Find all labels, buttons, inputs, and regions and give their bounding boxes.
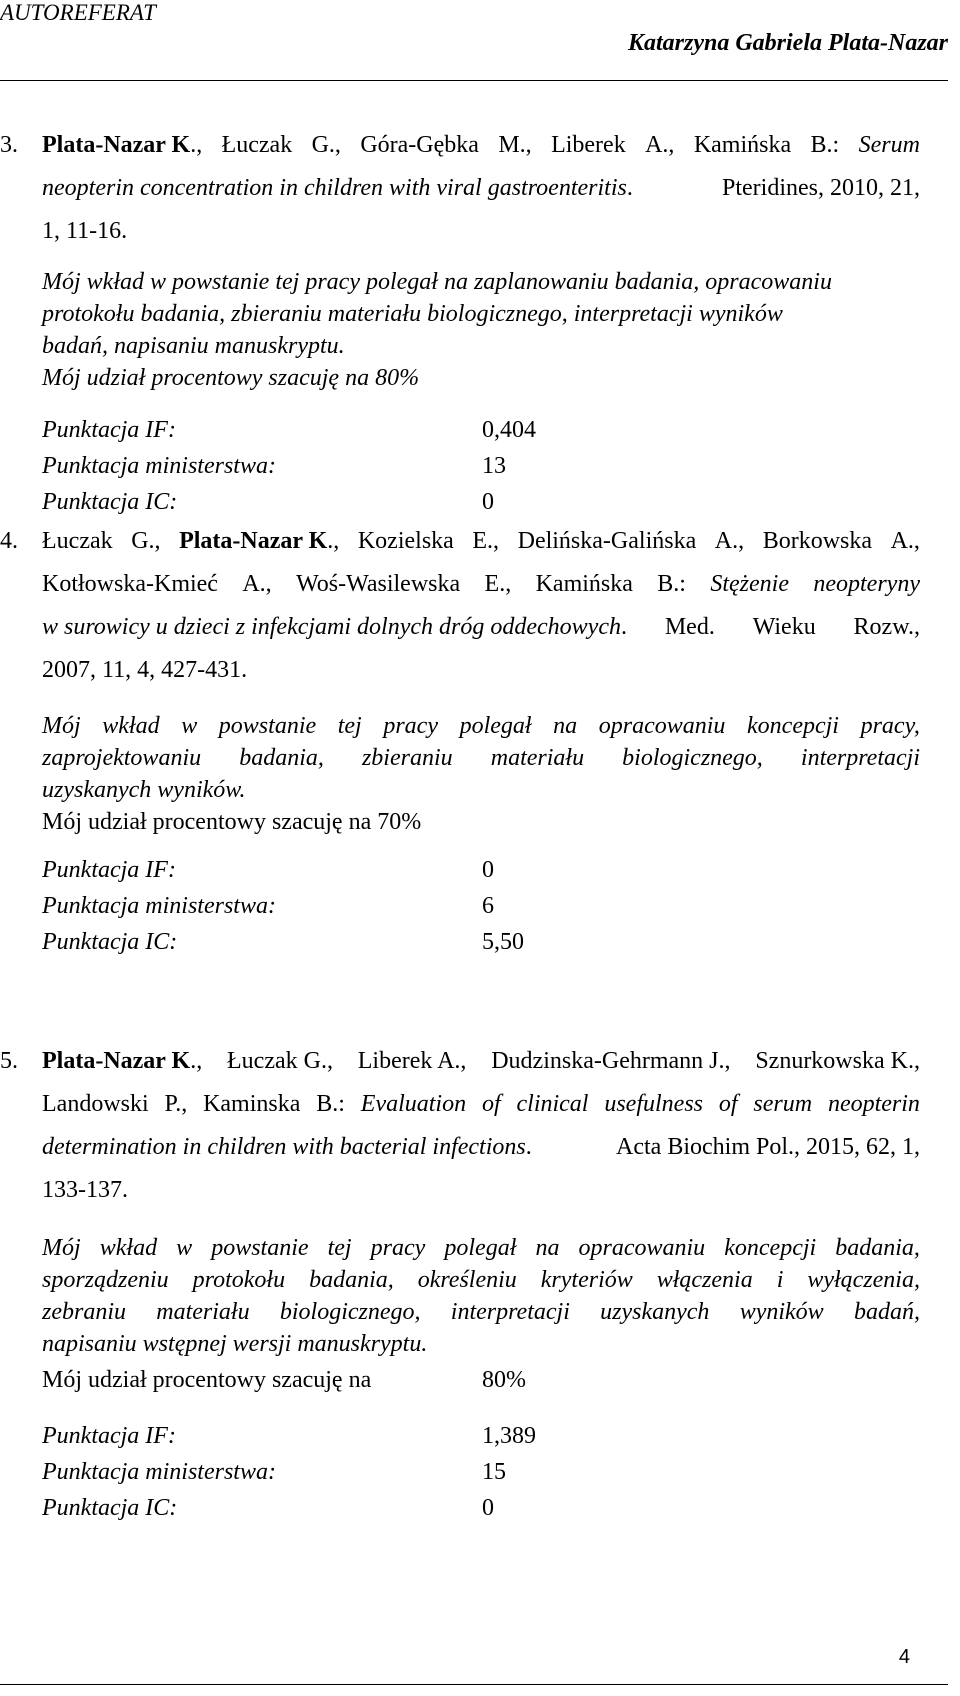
footer-rule: [0, 1684, 948, 1685]
share-row: [42, 1362, 562, 1398]
score-value: 5,50: [482, 929, 524, 955]
share-label: Mój udział procentowy szacuję na: [42, 1367, 372, 1393]
contribution-line: zaprojektowaniu badania, zbieraniu materiału biologicznego, interpretacji: [42, 745, 920, 771]
header-author-name: Katarzyna Gabriela Plata-Nazar: [627, 30, 948, 56]
score-value: 15: [482, 1459, 506, 1485]
citation-line: determination in children with bacterial infections. Acta Biochim Pol., 2015, 62, 1,: [42, 1134, 920, 1160]
score-label: Punktacja ministerstwa:: [42, 893, 276, 919]
contribution-line: napisaniu wstępnej wersji manuskryptu.: [42, 1331, 428, 1357]
contribution-text: [42, 1232, 920, 1360]
contribution-text: [42, 710, 920, 838]
share-statement: [42, 1362, 562, 1398]
score-table: [42, 852, 562, 960]
score-label: Punktacja IF:: [42, 1423, 176, 1449]
contribution-line: Mój wkład w powstanie tej pracy polegał na opracowaniu koncepcji pracy,: [42, 713, 920, 739]
header-rule: [0, 80, 948, 81]
score-row-ministry: [42, 1454, 562, 1490]
share-value: 80%: [482, 1367, 526, 1393]
score-row-ic: [42, 924, 562, 960]
score-row-ministry: [42, 888, 562, 924]
score-label: Punktacja IF:: [42, 417, 176, 443]
contribution-line: sporządzeniu protokołu badania, określeniu kryteriów włączenia i wyłączenia,: [42, 1267, 920, 1293]
entry-number: 5.: [0, 1048, 18, 1074]
score-value: 13: [482, 453, 506, 479]
score-value: 0: [482, 1495, 494, 1521]
score-value: 0,404: [482, 417, 536, 443]
score-label: Punktacja IC:: [42, 929, 178, 955]
score-row-if: [42, 412, 562, 448]
citation-line: Landowski P., Kaminska B.: Evaluation of clinical usefulness of serum neopterin: [42, 1091, 920, 1117]
citation-line: w surowicy u dzieci z infekcjami dolnych dróg oddechowych. Med. Wieku Rozw.,: [42, 614, 920, 640]
citation-line: 133-137.: [42, 1177, 128, 1203]
score-label: Punktacja IF:: [42, 857, 176, 883]
score-row-ic: [42, 484, 562, 520]
share-statement: Mój udział procentowy szacuję na 70%: [42, 809, 422, 835]
score-value: 6: [482, 893, 494, 919]
citation-line: 2007, 11, 4, 427-431.: [42, 657, 248, 683]
contribution-line: Mój wkład w powstanie tej pracy polegał na opracowaniu koncepcji badania,: [42, 1235, 920, 1261]
entry-number: 4.: [0, 528, 18, 554]
score-label: Punktacja ministerstwa:: [42, 453, 276, 479]
score-row-if: [42, 852, 562, 888]
citation: [42, 1040, 920, 1212]
citation-line: neopterin concentration in children with viral gastroenteritis. Pteridines, 2010, 21,: [42, 175, 920, 201]
score-label: Punktacja IC:: [42, 489, 178, 515]
share-statement: Mój udział procentowy szacuję na 80%: [42, 365, 420, 391]
score-table: [42, 412, 562, 520]
citation-line: Łuczak G., Plata-Nazar K., Kozielska E., Delińska-Galińska A., Borkowska A.,: [42, 528, 920, 554]
header-left-title: AUTOREFERAT: [0, 0, 156, 25]
page-number: 4: [898, 1646, 910, 1668]
contribution-line: badań, napisaniu manuskryptu.: [42, 333, 345, 359]
contribution-line: zebraniu materiału biologicznego, interpretacji uzyskanych wyników badań,: [42, 1299, 920, 1325]
contribution-line: uzyskanych wyników.: [42, 777, 246, 803]
contribution-line: protokołu badania, zbieraniu materiału biologicznego, interpretacji wyników: [42, 301, 783, 327]
citation: [42, 124, 920, 253]
citation-line: Plata-Nazar K., Łuczak G., Liberek A., Dudzinska-Gehrmann J., Sznurkowska K.,: [42, 1048, 920, 1074]
score-value: 1,389: [482, 1423, 536, 1449]
citation: [42, 520, 920, 692]
contribution-text: [42, 266, 920, 394]
contribution-line: Mój wkład w powstanie tej pracy polegał na zaplanowaniu badania, opracowaniu: [42, 269, 832, 295]
score-value: 0: [482, 857, 494, 883]
score-row-if: [42, 1418, 562, 1454]
score-table: [42, 1418, 562, 1526]
score-label: Punktacja ministerstwa:: [42, 1459, 276, 1485]
score-value: 0: [482, 489, 494, 515]
score-row-ic: [42, 1490, 562, 1526]
score-label: Punktacja IC:: [42, 1495, 178, 1521]
score-row-ministry: [42, 448, 562, 484]
entry-number: 3.: [0, 132, 18, 158]
citation-line: 1, 11-16.: [42, 218, 128, 244]
citation-line: Plata-Nazar K., Łuczak G., Góra-Gębka M., Liberek A., Kamińska B.: Serum: [42, 132, 920, 158]
citation-line: Kotłowska-Kmieć A., Woś-Wasilewska E., Kamińska B.: Stężenie neopteryny: [42, 571, 920, 597]
